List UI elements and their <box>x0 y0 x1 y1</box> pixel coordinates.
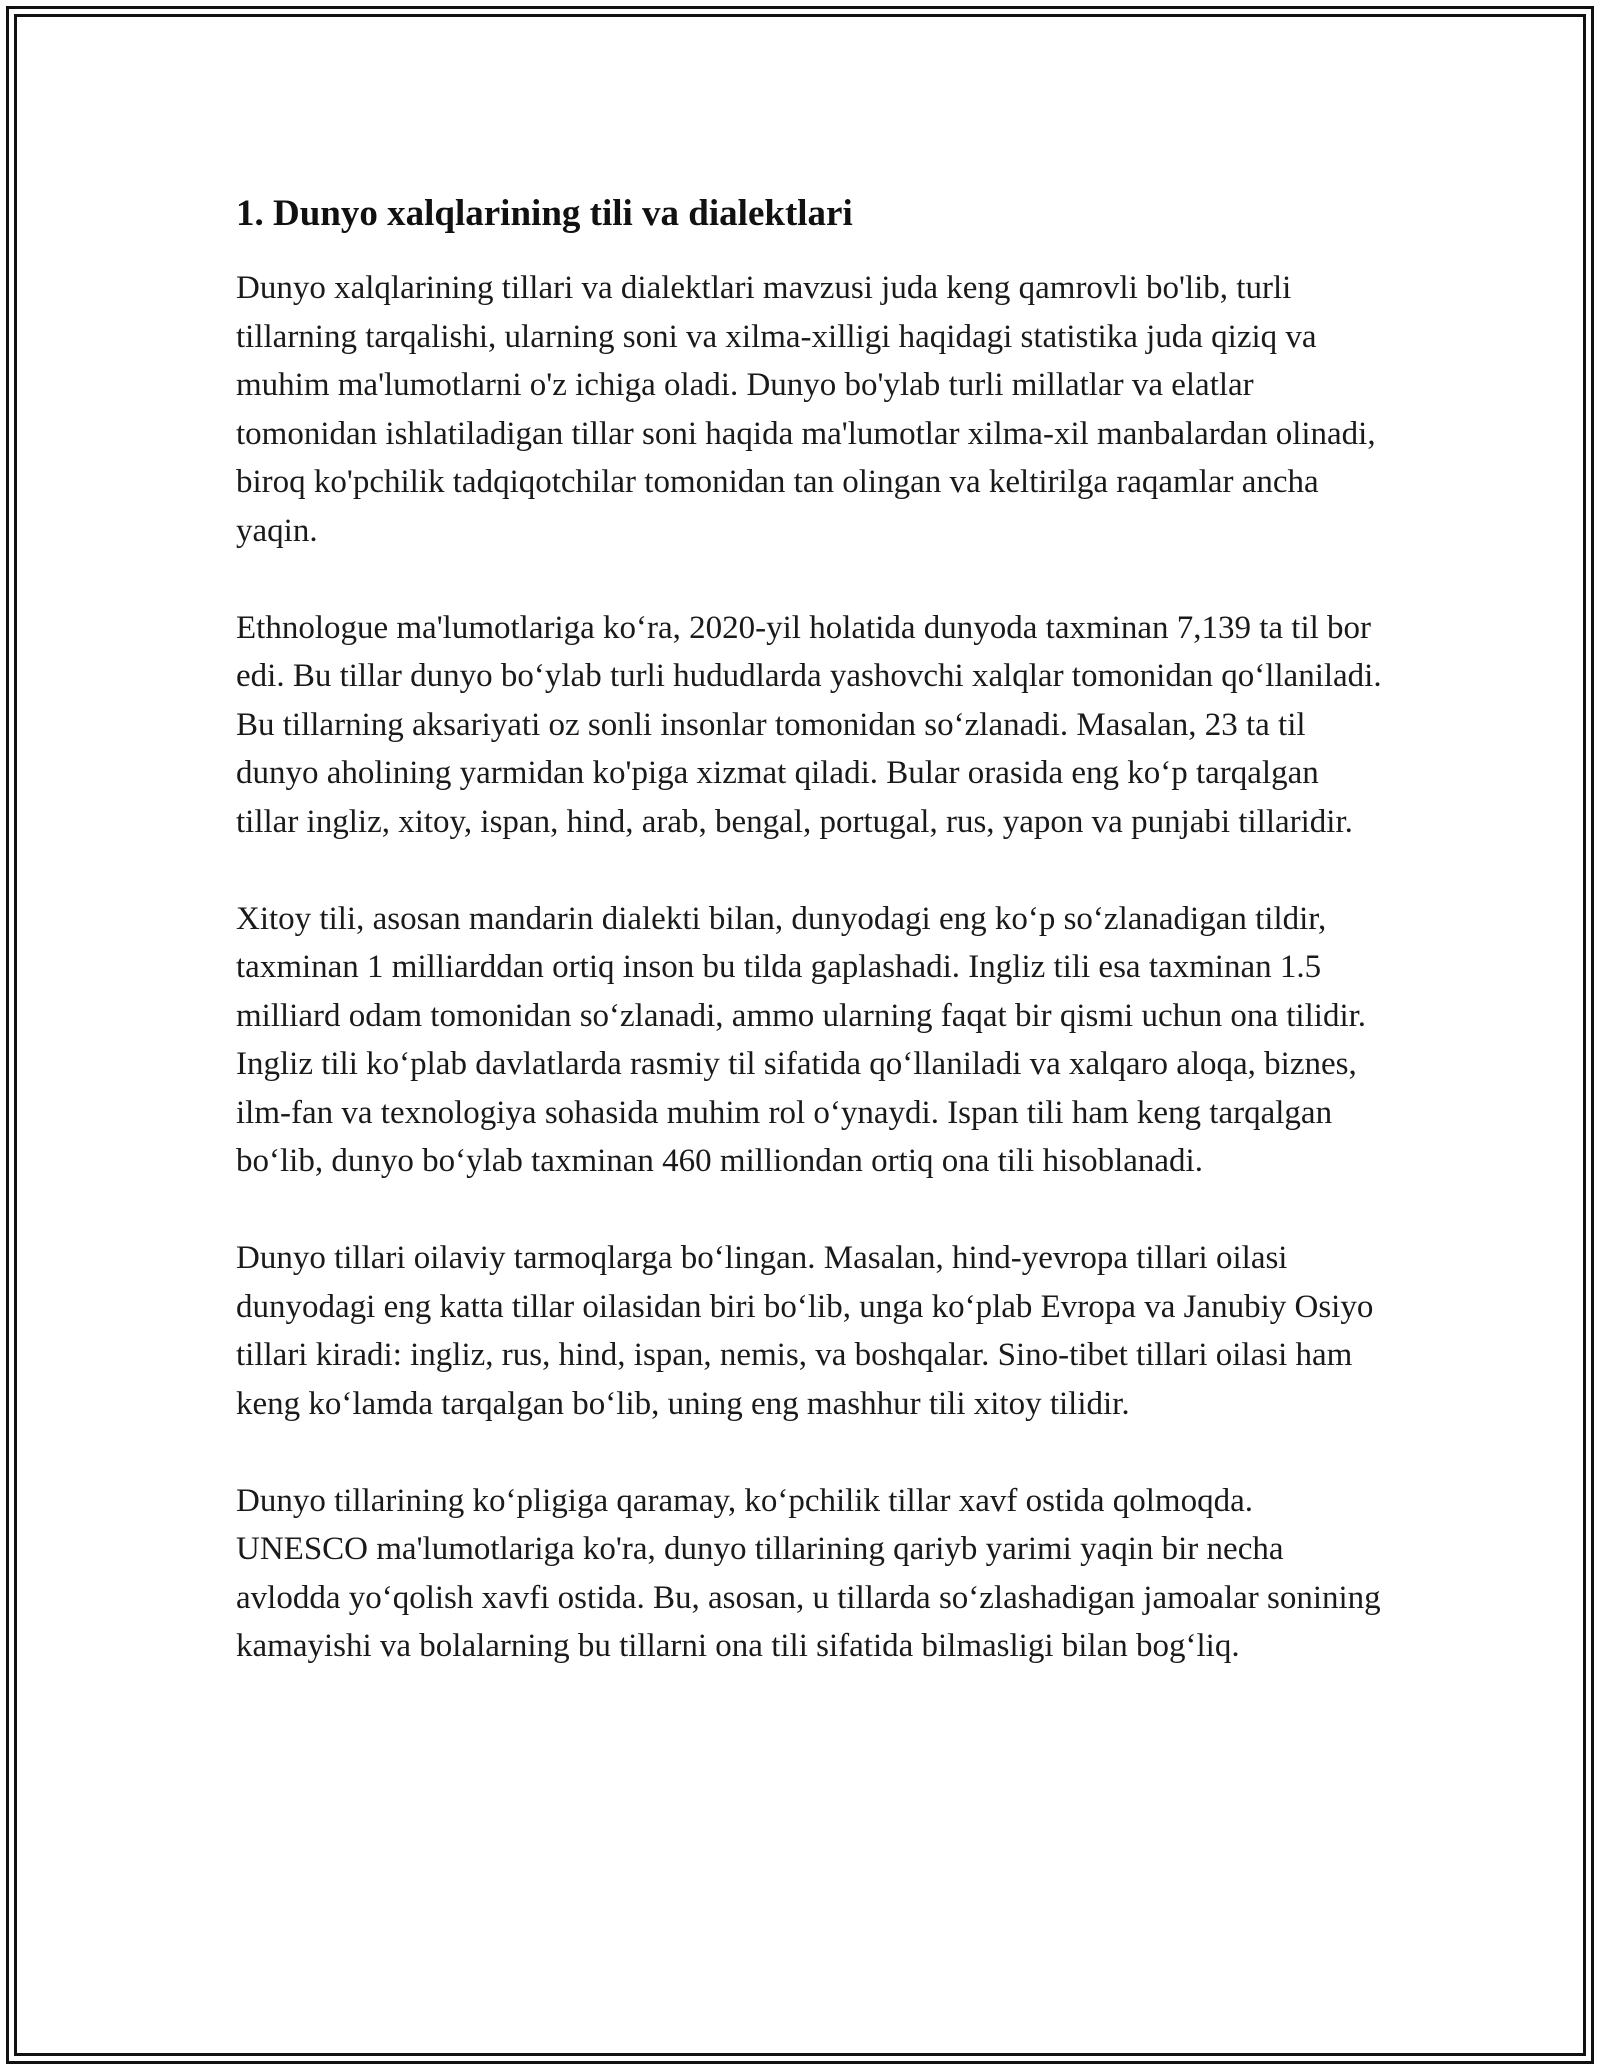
section-heading: 1. Dunyo xalqlarining tili va dialektlari <box>236 193 853 234</box>
paragraph-endangered: Dunyo tillarining ko‘pligiga qaramay, ko‘pchilik tillar xavf ostida qolmoqda. UNESCO ma'lumotlariga ko'ra, dunyo tillarining qariyb yarimi yaqin bir necha avlodda yo‘qolish xavfi ostida. Bu, asosan, u tillarda so‘zlashadigan jamoalar sonining kamayishi va bolalarning bu tillarni ona tili sifatida bilmasligi bilan bog‘liq. <box>236 1482 1381 1664</box>
paragraph-intro: Dunyo xalqlarining tillari va dialektlari mavzusi juda keng qamrovli bo'lib, turli tillarning tarqalishi, ularning soni va xilma-xilligi haqidagi statistika juda qiziq va muhim ma'lumotlarni o'z ichiga oladi. Dunyo bo'ylab turli millatlar va elatlar tomonidan ishlatiladigan tillar soni haqida ma'lumotlar xilma-xil manbalardan olinadi, biroq ko'pchilik tadqiqotchilar tomonidan tan olingan va keltirilga raqamlar ancha yaqin. <box>236 270 1376 549</box>
paragraph-chinese-english: Xitoy tili, asosan mandarin dialekti bilan, dunyodagi eng ko‘p so‘zlanadigan tildir, taxminan 1 milliarddan ortiq inson bu tilda gaplashadi. Ingliz tili esa taxminan 1.5 milliard odam tomonidan so‘zlanadi, ammo ularning faqat bir qismi uchun ona tilidir. Ingliz tili ko‘plab davlatlarda rasmiy til sifatida qo‘llaniladi va xalqaro aloqa, biznes, ilm-fan va texnologiya sohasida muhim rol o‘ynaydi. Ispan tili ham keng tarqalgan bo‘lib, dunyo bo‘ylab taxminan 460 milliondan ortiq ona tili hisoblanadi. <box>236 900 1367 1179</box>
paragraph-ethnologue: Ethnologue ma'lumotlariga ko‘ra, 2020-yil holatida dunyoda taxminan 7,139 ta til bor edi. Bu tillar dunyo bo‘ylab turli hududlarda yashovchi xalqlar tomonidan qo‘llaniladi. Bu tillarning aksariyati oz sonli insonlar tomonidan so‘zlanadi. Masalan, 23 ta til dunyo aholining yarmidan ko'piga xizmat qiladi. Bular orasida eng ko‘p tarqalgan tillar ingliz, xitoy, ispan, hind, arab, bengal, portugal, rus, yapon va punjabi tillaridir. <box>236 609 1382 840</box>
paragraph-language-families: Dunyo tillari oilaviy tarmoqlarga bo‘lingan. Masalan, hind-yevropa tillari oilasi dunyodagi eng katta tillar oilasidan biri bo‘lib, unga ko‘plab Evropa va Janubiy Osiyo tillari kiradi: ingliz, rus, hind, ispan, nemis, va boshqalar. Sino-tibet tillari oilasi ham keng ko‘lamda tarqalgan bo‘lib, uning eng mashhur tili xitoy tilidir. <box>236 1240 1374 1422</box>
document-body <box>236 188 1386 1719</box>
